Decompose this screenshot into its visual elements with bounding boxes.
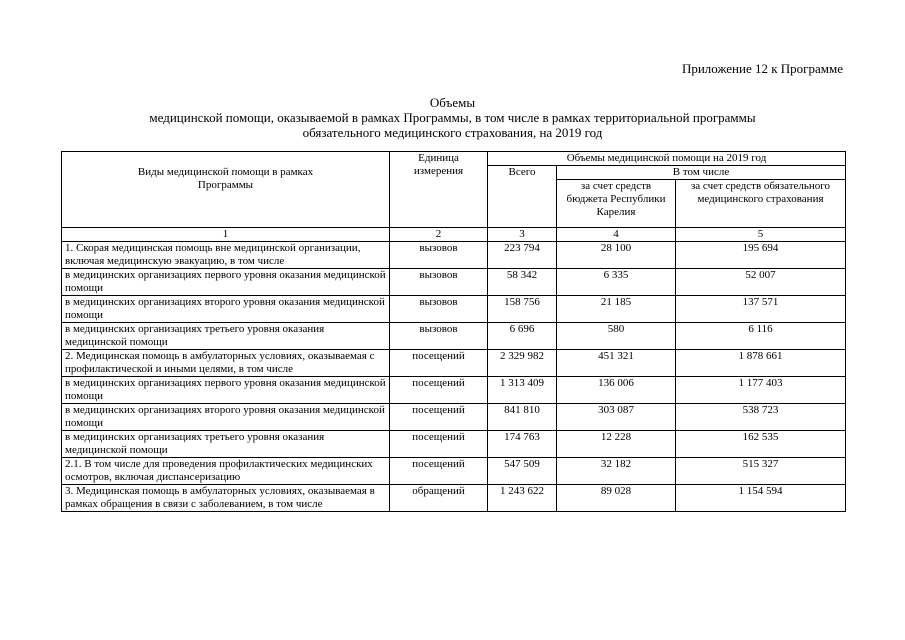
- table-row: [62, 350, 846, 377]
- row-total: 841 810: [488, 404, 557, 431]
- row-name: в медицинских организациях третьего уровня оказания медицинской помощи: [62, 323, 390, 350]
- row-total: 158 756: [488, 296, 557, 323]
- header-oms: за счет средств обязательного медицинского страхования: [676, 180, 846, 228]
- row-unit: вызовов: [390, 323, 488, 350]
- row-oms: 1 878 661: [676, 350, 846, 377]
- header-including: В том числе: [557, 166, 846, 180]
- column-numbers-row: [62, 228, 846, 242]
- row-unit: посещений: [390, 404, 488, 431]
- row-oms: 6 116: [676, 323, 846, 350]
- row-total: 547 509: [488, 458, 557, 485]
- row-oms: 52 007: [676, 269, 846, 296]
- row-total: 1 243 622: [488, 485, 557, 512]
- row-oms: 538 723: [676, 404, 846, 431]
- row-oms: 515 327: [676, 458, 846, 485]
- header-kind: Виды медицинской помощи в рамках Программы: [62, 152, 390, 228]
- row-total: 6 696: [488, 323, 557, 350]
- row-total: 1 313 409: [488, 377, 557, 404]
- row-total: 223 794: [488, 242, 557, 269]
- row-name: 3. Медицинская помощь в амбулаторных условиях, оказываемая в рамках обращения в связи с заболеванием, в том числе: [62, 485, 390, 512]
- row-unit: посещений: [390, 377, 488, 404]
- row-name: в медицинских организациях третьего уровня оказания медицинской помощи: [62, 431, 390, 458]
- row-unit: вызовов: [390, 296, 488, 323]
- table-row: [62, 377, 846, 404]
- table-row: [62, 269, 846, 296]
- table-row: [62, 296, 846, 323]
- row-budget: 89 028: [557, 485, 676, 512]
- appendix-label: Приложение 12 к Программе: [681, 61, 843, 76]
- row-oms: 195 694: [676, 242, 846, 269]
- header-unit: Единица измерения: [390, 152, 488, 228]
- header-volumes: Объемы медицинской помощи на 2019 год: [488, 152, 846, 166]
- title-line-1: Объемы: [429, 95, 476, 110]
- column-number: 3: [488, 228, 557, 242]
- column-number: 1: [62, 228, 390, 242]
- row-oms: 1 177 403: [676, 377, 846, 404]
- header-row-1: [62, 152, 846, 166]
- table-row: [62, 485, 846, 512]
- row-budget: 32 182: [557, 458, 676, 485]
- row-budget: 303 087: [557, 404, 676, 431]
- table-row: [62, 458, 846, 485]
- document-title: [0, 95, 905, 140]
- row-budget: 580: [557, 323, 676, 350]
- title-line-2: медицинской помощи, оказываемой в рамках Программы, в том числе в рамках территориальной программы: [149, 110, 756, 125]
- row-total: 2 329 982: [488, 350, 557, 377]
- row-oms: 162 535: [676, 431, 846, 458]
- table-row: [62, 242, 846, 269]
- row-oms: 137 571: [676, 296, 846, 323]
- header-budget: за счет средств бюджета Республики Карелия: [557, 180, 676, 228]
- column-number: 4: [557, 228, 676, 242]
- column-number: 5: [676, 228, 846, 242]
- row-unit: вызовов: [390, 269, 488, 296]
- row-unit: обращений: [390, 485, 488, 512]
- row-total: 58 342: [488, 269, 557, 296]
- row-budget: 21 185: [557, 296, 676, 323]
- row-oms: 1 154 594: [676, 485, 846, 512]
- row-budget: 12 228: [557, 431, 676, 458]
- title-line-3: обязательного медицинского страхования, на 2019 год: [302, 125, 603, 140]
- row-name: 2.1. В том числе для проведения профилактических медицинских осмотров, включая диспансеризацию: [62, 458, 390, 485]
- table-row: [62, 323, 846, 350]
- table-row: [62, 431, 846, 458]
- row-name: в медицинских организациях первого уровня оказания медицинской помощи: [62, 377, 390, 404]
- row-name: в медицинских организациях второго уровня оказания медицинской помощи: [62, 404, 390, 431]
- row-unit: посещений: [390, 431, 488, 458]
- row-name: 2. Медицинская помощь в амбулаторных условиях, оказываемая с профилактической и иными целями, в том числе: [62, 350, 390, 377]
- row-name: 1. Скорая медицинская помощь вне медицинской организации, включая медицинскую эвакуацию, в том числе: [62, 242, 390, 269]
- row-total: 174 763: [488, 431, 557, 458]
- header-total: Всего: [488, 166, 557, 228]
- row-name: в медицинских организациях второго уровня оказания медицинской помощи: [62, 296, 390, 323]
- row-budget: 28 100: [557, 242, 676, 269]
- row-unit: посещений: [390, 458, 488, 485]
- row-unit: вызовов: [390, 242, 488, 269]
- row-budget: 451 321: [557, 350, 676, 377]
- table-row: [62, 404, 846, 431]
- column-number: 2: [390, 228, 488, 242]
- row-budget: 6 335: [557, 269, 676, 296]
- volumes-table: [61, 151, 846, 512]
- row-name: в медицинских организациях первого уровня оказания медицинской помощи: [62, 269, 390, 296]
- row-unit: посещений: [390, 350, 488, 377]
- row-budget: 136 006: [557, 377, 676, 404]
